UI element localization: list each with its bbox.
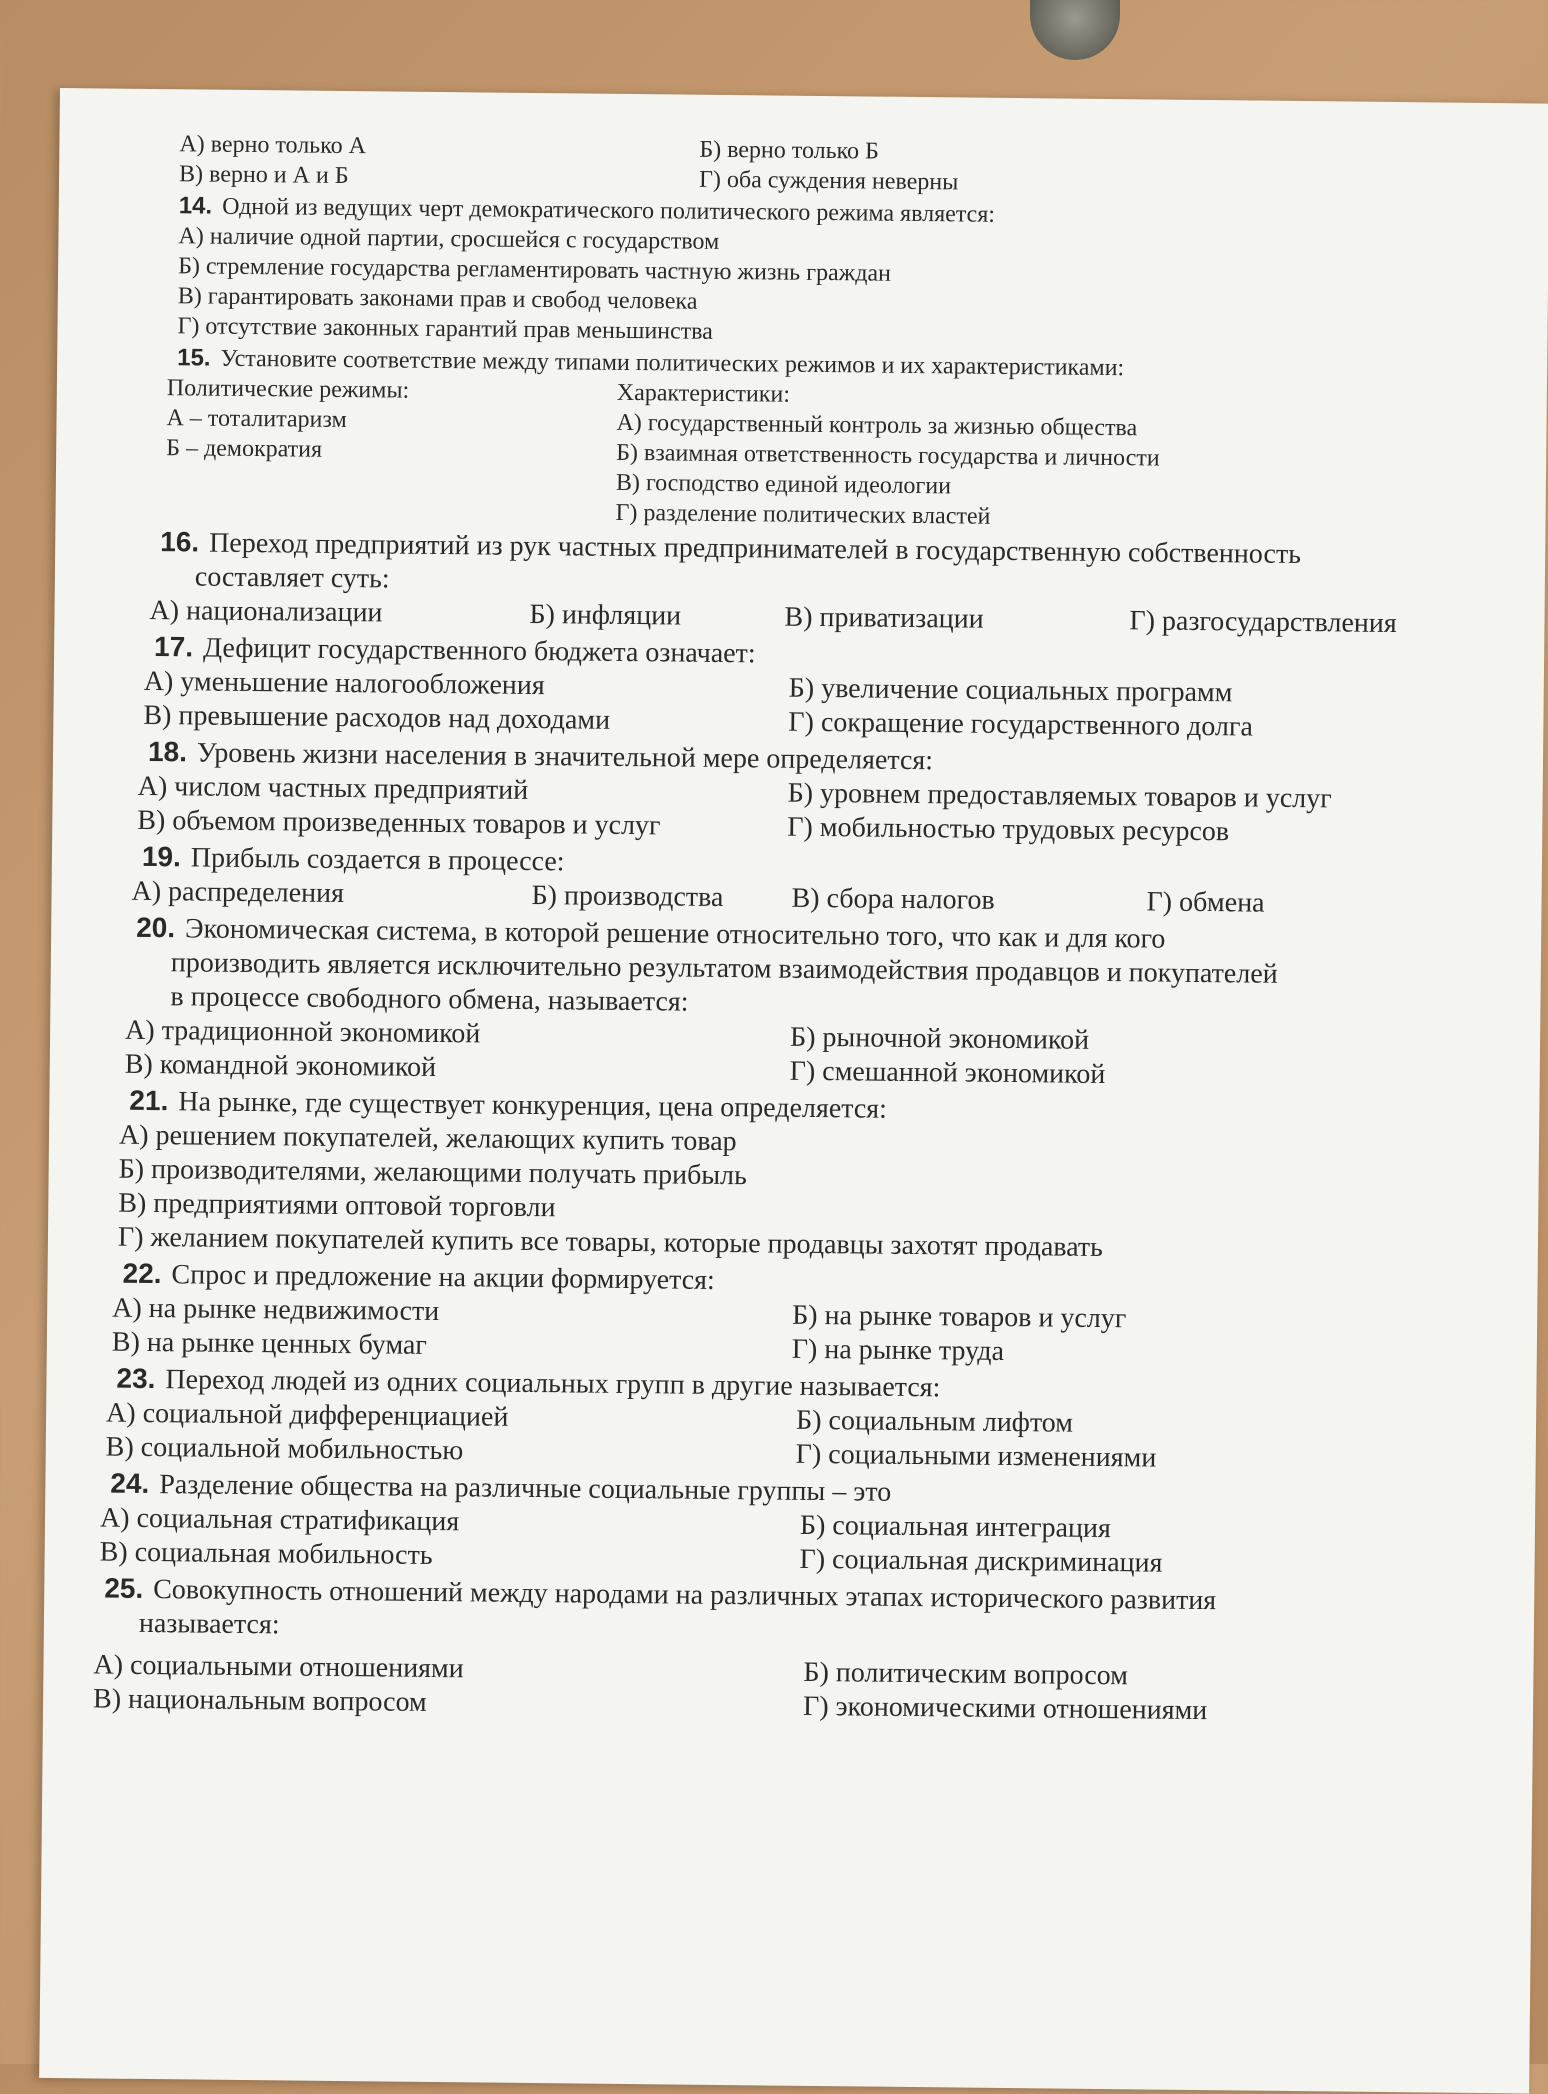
question-15-right-header: Характеристики:	[616, 379, 791, 408]
question-25	[93, 1571, 1504, 1731]
question-14-option-d: Г) отсутствие законных гарантий прав меньшинства	[177, 313, 714, 345]
question-17	[143, 630, 1514, 747]
question-18-stem: 18. Уровень жизни населения в значительной мере определяется:	[147, 735, 934, 777]
question-16-option-a: А) национализации	[149, 594, 383, 629]
question-15-right-column	[615, 378, 1160, 534]
question-19-option-d: Г) обмена	[1146, 886, 1265, 919]
question-15-right-item-c: В) господство единой идеологии	[615, 469, 952, 500]
question-15-right-item-b: Б) взаимная ответственность государства и личности	[616, 439, 1160, 472]
question-15-left-item-b: Б – демократия	[166, 435, 323, 463]
question-15-stem: 15. Установите соответствие между типами политических режимов и их характеристиками:	[177, 344, 1125, 382]
question-24-option-b: Б) социальная интеграция	[799, 1509, 1112, 1545]
question-14-option-a: А) наличие одной партии, сросшейся с государством	[178, 223, 720, 255]
pushpin	[1030, 0, 1120, 60]
question-15-right-item-d: Г) разделение политических властей	[615, 499, 991, 530]
question-17-option-b: Б) увеличение социальных программ	[788, 672, 1233, 709]
question-20-option-d: Г) смешанной экономикой	[789, 1055, 1106, 1090]
question-24	[99, 1467, 1505, 1585]
prev-option-d: Г) оба суждения неверны	[698, 166, 959, 196]
question-19-option-b: Б) производства	[531, 879, 724, 913]
question-24-option-d: Г) социальная дискриминация	[799, 1543, 1163, 1579]
question-15-right-item-a: А) государственный контроль за жизнью общества	[616, 409, 1138, 442]
question-16-stem: 16. Переход предприятий из рук частных предпринимателей в государственную собственность	[160, 526, 1302, 571]
question-14-option-c: В) гарантировать законами прав и свобод человека	[177, 283, 698, 315]
prev-option-b: Б) верно только Б	[699, 136, 879, 165]
question-24-stem: 24. Разделение общества на различные социальные группы – это	[110, 1467, 892, 1508]
sheet-content	[93, 129, 1520, 1732]
question-22-option-d: Г) на рынке труда	[791, 1333, 1005, 1367]
question-22	[112, 1257, 1508, 1375]
question-20-option-a: А) традиционной экономикой	[124, 1014, 481, 1050]
question-15-left-item-a: А – тоталитаризм	[166, 405, 347, 434]
question-19-stem: 19. Прибыль создается в процессе:	[141, 840, 565, 878]
question-19-option-c: В) сбора налогов	[791, 882, 995, 916]
question-25-option-c: В) национальным вопросом	[92, 1683, 427, 1718]
question-17-option-c: В) превышение расходов над доходами	[143, 699, 611, 736]
question-24-option-a: А) социальная стратификация	[99, 1502, 460, 1538]
question-23-option-a: А) социальной дифференциацией	[105, 1397, 509, 1433]
question-21-option-d: Г) желанием покупателей купить все товары, которые продавцы захотят продавать	[117, 1221, 1104, 1263]
question-20	[125, 911, 1512, 1096]
question-20-stem-cont-2: в процессе свободного обмена, называется:	[170, 981, 689, 1018]
question-20-stem-cont-1: производить является исключительно результатом взаимодействия продавцов и покупателей	[170, 947, 1278, 990]
question-20-option-b: Б) рыночной экономикой	[789, 1021, 1090, 1056]
question-23-option-d: Г) социальными изменениями	[795, 1438, 1157, 1474]
question-19	[131, 840, 1512, 923]
question-14-stem: 14. Одной из ведущих черт демократического политического режима является:	[178, 192, 996, 228]
question-18-option-c: В) объемом произведенных товаров и услуг	[137, 804, 661, 842]
question-16	[149, 525, 1515, 642]
question-18-option-a: А) числом частных предприятий	[137, 770, 529, 806]
prev-option-c: В) верно и А и Б	[178, 161, 349, 190]
question-21	[118, 1084, 1510, 1270]
question-23	[106, 1362, 1507, 1480]
question-16-option-c: В) приватизации	[784, 601, 984, 635]
question-20-stem: 20. Экономическая система, в которой решение относительно того, что как и для кого	[136, 911, 1166, 955]
question-14-option-b: Б) стремление государства регламентировать частную жизнь граждан	[178, 253, 892, 287]
question-21-option-a: А) решением покупателей, желающих купить товар	[118, 1119, 737, 1158]
question-19-option-a: А) распределения	[131, 875, 345, 910]
question-25-option-a: А) социальными отношениями	[93, 1649, 464, 1685]
question-18-option-d: Г) мобильностью трудовых ресурсов	[787, 811, 1230, 848]
question-23-stem: 23. Переход людей из одних социальных групп в другие называется:	[116, 1362, 941, 1404]
question-21-stem: 21. На рынке, где существует конкуренция, цена определяется:	[129, 1084, 888, 1125]
question-17-stem: 17. Дефицит государственного бюджета означает:	[153, 631, 756, 670]
question-18	[137, 735, 1513, 852]
question-15-left-header: Политические режимы:	[166, 375, 410, 404]
question-22-option-b: Б) на рынке товаров и услуг	[792, 1299, 1127, 1335]
question-15-matching	[165, 373, 1516, 537]
question-15	[165, 343, 1517, 537]
prev-option-a: А) верно только А	[179, 131, 367, 160]
question-20-option-c: В) командной экономикой	[124, 1048, 437, 1083]
question-21-option-b: Б) производителями, желающими получать прибыль	[118, 1153, 748, 1192]
question-25-option-b: Б) политическим вопросом	[803, 1656, 1129, 1692]
question-17-option-d: Г) сокращение государственного долга	[788, 706, 1254, 743]
question-16-option-b: Б) инфляции	[529, 598, 682, 632]
question-22-stem: 22. Спрос и предложение на акции формируется:	[122, 1257, 715, 1296]
question-22-option-c: В) на рынке ценных бумаг	[111, 1326, 428, 1361]
question-14	[177, 191, 1518, 355]
question-25-option-d: Г) экономическими отношениями	[802, 1690, 1208, 1727]
question-23-option-c: В) социальной мобильностью	[105, 1431, 464, 1467]
question-25-stem: 25. Совокупность отношений между народами на различных этапах исторического развития	[104, 1572, 1217, 1617]
question-16-option-d: Г) разгосударствления	[1129, 605, 1397, 640]
test-sheet	[39, 88, 1548, 2093]
question-18-option-b: Б) уровнем предоставляемых товаров и услуг	[787, 777, 1332, 815]
question-24-option-c: В) социальная мобильность	[99, 1536, 433, 1571]
question-16-stem-cont: составляет суть:	[194, 561, 390, 595]
question-22-option-a: А) на рынке недвижимости	[112, 1292, 440, 1328]
question-15-left-column	[166, 373, 617, 468]
question-21-option-c: В) предприятиями оптовой торговли	[118, 1187, 556, 1224]
question-25-stem-cont: называется:	[138, 1607, 280, 1641]
question-23-option-b: Б) социальным лифтом	[795, 1404, 1074, 1439]
question-17-option-a: А) уменьшение налогообложения	[143, 665, 545, 702]
